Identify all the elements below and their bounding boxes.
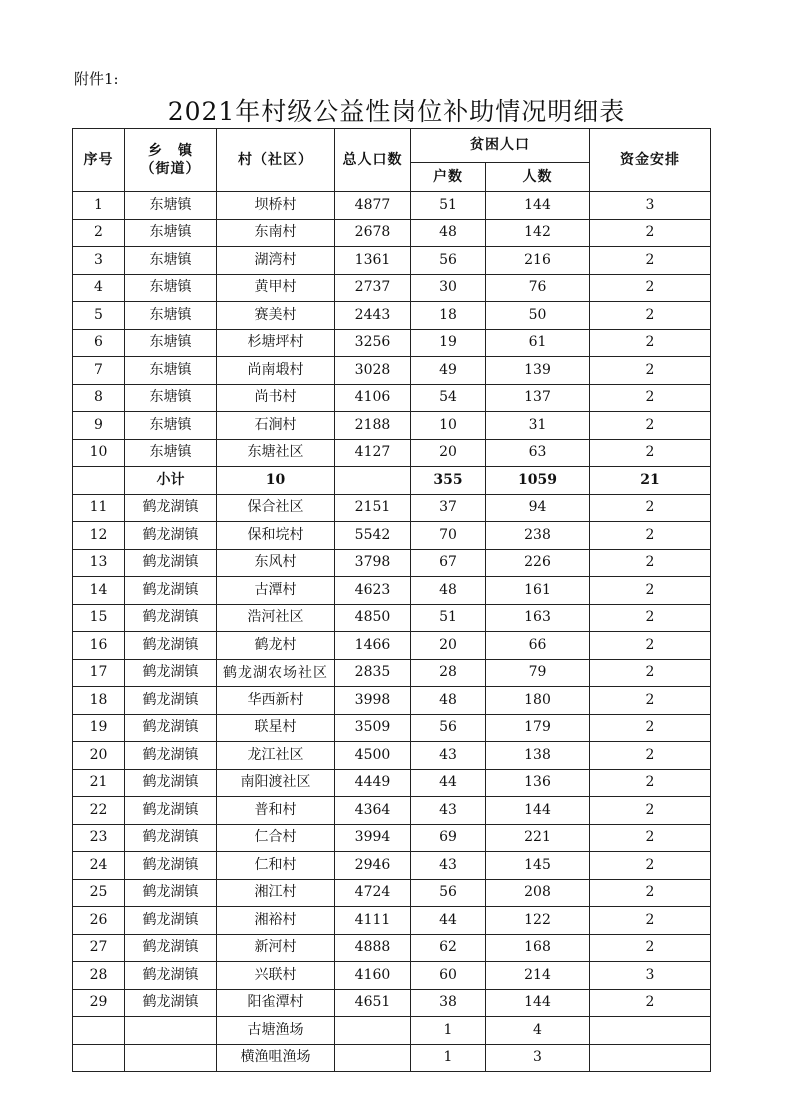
row-households: 70 xyxy=(411,522,486,550)
row-persons: 180 xyxy=(486,687,590,715)
row-total-pop: 4449 xyxy=(335,769,411,797)
table-row xyxy=(73,522,711,550)
row-households: 20 xyxy=(411,632,486,660)
table-row xyxy=(73,879,711,907)
row-households: 19 xyxy=(411,329,486,357)
row-persons: 3 xyxy=(486,1044,590,1072)
table-row xyxy=(73,852,711,880)
table-row xyxy=(73,302,711,330)
row-households: 62 xyxy=(411,934,486,962)
row-index: 19 xyxy=(73,714,125,742)
table-row xyxy=(73,1044,711,1072)
row-persons: 226 xyxy=(486,549,590,577)
row-funding: 2 xyxy=(590,439,711,467)
row-persons: 4 xyxy=(486,1017,590,1045)
row-persons: 145 xyxy=(486,852,590,880)
row-persons: 161 xyxy=(486,577,590,605)
row-households: 28 xyxy=(411,659,486,687)
row-funding: 2 xyxy=(590,659,711,687)
row-village: 阳雀潭村 xyxy=(217,989,335,1017)
row-total-pop: 2946 xyxy=(335,852,411,880)
row-funding: 2 xyxy=(590,247,711,275)
row-index: 4 xyxy=(73,274,125,302)
row-township: 鹤龙湖镇 xyxy=(125,632,217,660)
table-row xyxy=(73,824,711,852)
table-row xyxy=(73,604,711,632)
table-row xyxy=(73,329,711,357)
table-row xyxy=(73,219,711,247)
row-households: 1 xyxy=(411,1044,486,1072)
row-village: 浩河社区 xyxy=(217,604,335,632)
row-funding: 2 xyxy=(590,522,711,550)
row-village: 湖湾村 xyxy=(217,247,335,275)
table-row xyxy=(73,412,711,440)
row-funding: 2 xyxy=(590,274,711,302)
table-row xyxy=(73,1017,711,1045)
table-row xyxy=(73,742,711,770)
table-row xyxy=(73,769,711,797)
row-persons: 50 xyxy=(486,302,590,330)
attachment-label: 附件1: xyxy=(74,70,119,88)
row-township: 鹤龙湖镇 xyxy=(125,714,217,742)
row-township: 东塘镇 xyxy=(125,302,217,330)
row-index: 28 xyxy=(73,962,125,990)
header-township xyxy=(125,129,217,192)
row-village-text: 鹤龙湖农场社区 xyxy=(223,664,328,681)
row-persons: 76 xyxy=(486,274,590,302)
row-township: 鹤龙湖镇 xyxy=(125,824,217,852)
row-persons: 79 xyxy=(486,659,590,687)
row-funding: 3 xyxy=(590,192,711,220)
row-index: 18 xyxy=(73,687,125,715)
row-households: 20 xyxy=(411,439,486,467)
row-village: 古塘渔场 xyxy=(217,1017,335,1045)
row-persons: 66 xyxy=(486,632,590,660)
row-total-pop: 4106 xyxy=(335,384,411,412)
subsidy-table xyxy=(72,128,711,1072)
subtotal-row xyxy=(73,467,711,495)
row-total-pop xyxy=(335,1017,411,1045)
row-index: 17 xyxy=(73,659,125,687)
row-index: 27 xyxy=(73,934,125,962)
header-funding: 资金安排 xyxy=(590,129,711,192)
row-persons: 137 xyxy=(486,384,590,412)
row-funding: 2 xyxy=(590,907,711,935)
row-township: 鹤龙湖镇 xyxy=(125,797,217,825)
row-households: 10 xyxy=(411,412,486,440)
row-township: 东塘镇 xyxy=(125,274,217,302)
table-row xyxy=(73,934,711,962)
row-village: 联星村 xyxy=(217,714,335,742)
row-households: 56 xyxy=(411,879,486,907)
row-total-pop: 2678 xyxy=(335,219,411,247)
table-row xyxy=(73,494,711,522)
row-total-pop: 4111 xyxy=(335,907,411,935)
row-township: 东塘镇 xyxy=(125,219,217,247)
table-row xyxy=(73,357,711,385)
row-village: 龙江社区 xyxy=(217,742,335,770)
row-households: 56 xyxy=(411,247,486,275)
row-township: 鹤龙湖镇 xyxy=(125,989,217,1017)
row-township: 鹤龙湖镇 xyxy=(125,604,217,632)
row-village: 尚书村 xyxy=(217,384,335,412)
row-index: 14 xyxy=(73,577,125,605)
header-index: 序号 xyxy=(73,129,125,192)
row-households: 54 xyxy=(411,384,486,412)
row-index: 26 xyxy=(73,907,125,935)
row-total-pop: 2737 xyxy=(335,274,411,302)
table-row xyxy=(73,797,711,825)
row-index: 13 xyxy=(73,549,125,577)
row-funding: 2 xyxy=(590,852,711,880)
row-village: 保合社区 xyxy=(217,494,335,522)
row-households: 38 xyxy=(411,989,486,1017)
row-index: 9 xyxy=(73,412,125,440)
row-persons: 144 xyxy=(486,797,590,825)
row-index: 2 xyxy=(73,219,125,247)
row-funding: 2 xyxy=(590,797,711,825)
row-persons: 238 xyxy=(486,522,590,550)
row-village: 华西新村 xyxy=(217,687,335,715)
row-funding: 2 xyxy=(590,604,711,632)
row-total-pop xyxy=(335,1044,411,1072)
row-village: 横渔咀渔场 xyxy=(217,1044,335,1072)
table-row xyxy=(73,274,711,302)
table-row xyxy=(73,659,711,687)
row-funding: 2 xyxy=(590,549,711,577)
row-funding: 2 xyxy=(590,742,711,770)
subtotal-funding: 21 xyxy=(590,467,711,495)
row-funding: 2 xyxy=(590,494,711,522)
row-persons: 136 xyxy=(486,769,590,797)
row-persons: 216 xyxy=(486,247,590,275)
row-funding: 3 xyxy=(590,962,711,990)
row-total-pop: 4160 xyxy=(335,962,411,990)
row-village: 黄甲村 xyxy=(217,274,335,302)
row-funding: 2 xyxy=(590,714,711,742)
header-township-main: 乡 镇 xyxy=(148,143,193,159)
table-row xyxy=(73,439,711,467)
row-index: 7 xyxy=(73,357,125,385)
row-households: 43 xyxy=(411,797,486,825)
row-total-pop: 4623 xyxy=(335,577,411,605)
row-township: 鹤龙湖镇 xyxy=(125,852,217,880)
table-row xyxy=(73,549,711,577)
row-village: 尚南塅村 xyxy=(217,357,335,385)
row-total-pop: 3994 xyxy=(335,824,411,852)
row-township: 鹤龙湖镇 xyxy=(125,659,217,687)
row-village: 杉塘坪村 xyxy=(217,329,335,357)
row-persons: 221 xyxy=(486,824,590,852)
row-funding: 2 xyxy=(590,219,711,247)
row-funding: 2 xyxy=(590,769,711,797)
row-index: 11 xyxy=(73,494,125,522)
subtotal-households: 355 xyxy=(411,467,486,495)
row-households: 67 xyxy=(411,549,486,577)
header-households: 户数 xyxy=(411,163,486,192)
row-township: 鹤龙湖镇 xyxy=(125,687,217,715)
row-households: 48 xyxy=(411,687,486,715)
row-funding: 2 xyxy=(590,989,711,1017)
row-index xyxy=(73,1017,125,1045)
row-households: 48 xyxy=(411,577,486,605)
row-persons: 208 xyxy=(486,879,590,907)
row-funding: 2 xyxy=(590,384,711,412)
row-persons: 122 xyxy=(486,907,590,935)
row-households: 1 xyxy=(411,1017,486,1045)
row-index: 5 xyxy=(73,302,125,330)
row-funding: 2 xyxy=(590,632,711,660)
row-total-pop: 4850 xyxy=(335,604,411,632)
row-households: 51 xyxy=(411,192,486,220)
row-households: 49 xyxy=(411,357,486,385)
row-households: 18 xyxy=(411,302,486,330)
row-total-pop: 4500 xyxy=(335,742,411,770)
row-persons: 94 xyxy=(486,494,590,522)
row-households: 56 xyxy=(411,714,486,742)
row-township: 鹤龙湖镇 xyxy=(125,907,217,935)
row-funding: 2 xyxy=(590,934,711,962)
row-village: 赛美村 xyxy=(217,302,335,330)
row-township: 鹤龙湖镇 xyxy=(125,934,217,962)
row-funding: 2 xyxy=(590,302,711,330)
table-row xyxy=(73,192,711,220)
row-households: 51 xyxy=(411,604,486,632)
row-total-pop: 4127 xyxy=(335,439,411,467)
row-township: 东塘镇 xyxy=(125,412,217,440)
row-households: 44 xyxy=(411,769,486,797)
row-households: 44 xyxy=(411,907,486,935)
row-funding: 2 xyxy=(590,357,711,385)
row-village xyxy=(217,659,335,687)
row-households: 37 xyxy=(411,494,486,522)
header-persons: 人数 xyxy=(486,163,590,192)
row-total-pop: 3028 xyxy=(335,357,411,385)
row-village: 古潭村 xyxy=(217,577,335,605)
row-village: 仁合村 xyxy=(217,824,335,852)
table-row xyxy=(73,907,711,935)
row-index: 1 xyxy=(73,192,125,220)
row-village: 兴联村 xyxy=(217,962,335,990)
row-village: 石涧村 xyxy=(217,412,335,440)
subtotal-label: 小计 xyxy=(125,467,217,495)
row-village: 普和村 xyxy=(217,797,335,825)
row-township: 鹤龙湖镇 xyxy=(125,549,217,577)
row-township: 东塘镇 xyxy=(125,384,217,412)
row-households: 30 xyxy=(411,274,486,302)
row-index: 8 xyxy=(73,384,125,412)
row-persons: 168 xyxy=(486,934,590,962)
row-township: 鹤龙湖镇 xyxy=(125,879,217,907)
row-village: 湘裕村 xyxy=(217,907,335,935)
row-index xyxy=(73,1044,125,1072)
row-persons: 163 xyxy=(486,604,590,632)
row-total-pop: 1361 xyxy=(335,247,411,275)
row-persons: 138 xyxy=(486,742,590,770)
row-index: 20 xyxy=(73,742,125,770)
row-index: 29 xyxy=(73,989,125,1017)
row-total-pop: 3509 xyxy=(335,714,411,742)
row-village: 鹤龙村 xyxy=(217,632,335,660)
row-funding xyxy=(590,1044,711,1072)
row-index: 10 xyxy=(73,439,125,467)
row-persons: 139 xyxy=(486,357,590,385)
table-row xyxy=(73,989,711,1017)
row-total-pop: 3798 xyxy=(335,549,411,577)
subtotal-persons: 1059 xyxy=(486,467,590,495)
row-funding: 2 xyxy=(590,412,711,440)
row-persons: 214 xyxy=(486,962,590,990)
row-total-pop: 4651 xyxy=(335,989,411,1017)
row-persons: 142 xyxy=(486,219,590,247)
table-row xyxy=(73,962,711,990)
row-index: 25 xyxy=(73,879,125,907)
row-index: 6 xyxy=(73,329,125,357)
row-village: 仁和村 xyxy=(217,852,335,880)
row-total-pop: 3998 xyxy=(335,687,411,715)
row-funding: 2 xyxy=(590,824,711,852)
row-total-pop: 2443 xyxy=(335,302,411,330)
row-total-pop: 4877 xyxy=(335,192,411,220)
row-index: 3 xyxy=(73,247,125,275)
row-village: 南阳渡社区 xyxy=(217,769,335,797)
row-total-pop: 4724 xyxy=(335,879,411,907)
table-row xyxy=(73,632,711,660)
row-township: 东塘镇 xyxy=(125,192,217,220)
row-township: 鹤龙湖镇 xyxy=(125,522,217,550)
row-township: 鹤龙湖镇 xyxy=(125,769,217,797)
row-township: 东塘镇 xyxy=(125,439,217,467)
row-village: 东塘社区 xyxy=(217,439,335,467)
row-persons: 144 xyxy=(486,989,590,1017)
row-village: 保和垸村 xyxy=(217,522,335,550)
row-village: 坝桥村 xyxy=(217,192,335,220)
row-persons: 144 xyxy=(486,192,590,220)
header-poor-pop: 贫困人口 xyxy=(411,129,590,163)
header-total-pop: 总人口数 xyxy=(335,129,411,192)
row-total-pop: 2835 xyxy=(335,659,411,687)
row-index: 16 xyxy=(73,632,125,660)
row-households: 69 xyxy=(411,824,486,852)
row-persons: 61 xyxy=(486,329,590,357)
row-persons: 31 xyxy=(486,412,590,440)
row-index: 24 xyxy=(73,852,125,880)
row-township: 东塘镇 xyxy=(125,329,217,357)
row-village: 新河村 xyxy=(217,934,335,962)
table-row xyxy=(73,247,711,275)
row-index: 23 xyxy=(73,824,125,852)
row-households: 43 xyxy=(411,852,486,880)
row-township xyxy=(125,1044,217,1072)
row-index: 12 xyxy=(73,522,125,550)
row-village: 东南村 xyxy=(217,219,335,247)
row-township xyxy=(125,1017,217,1045)
header-township-sub: （街道） xyxy=(140,161,201,177)
page-title: 2021年村级公益性岗位补助情况明细表 xyxy=(167,97,626,126)
subtotal-total-pop xyxy=(335,467,411,495)
row-households: 60 xyxy=(411,962,486,990)
row-funding: 2 xyxy=(590,577,711,605)
row-index: 15 xyxy=(73,604,125,632)
row-total-pop: 2188 xyxy=(335,412,411,440)
row-total-pop: 5542 xyxy=(335,522,411,550)
row-township: 鹤龙湖镇 xyxy=(125,962,217,990)
table-row xyxy=(73,577,711,605)
row-funding: 2 xyxy=(590,329,711,357)
row-index: 22 xyxy=(73,797,125,825)
table-row xyxy=(73,714,711,742)
row-households: 43 xyxy=(411,742,486,770)
row-funding xyxy=(590,1017,711,1045)
row-township: 东塘镇 xyxy=(125,247,217,275)
subtotal-villages: 10 xyxy=(217,467,335,495)
row-township: 鹤龙湖镇 xyxy=(125,494,217,522)
row-township: 东塘镇 xyxy=(125,357,217,385)
row-funding: 2 xyxy=(590,687,711,715)
header-village: 村（社区） xyxy=(217,129,335,192)
table-row xyxy=(73,687,711,715)
row-total-pop: 2151 xyxy=(335,494,411,522)
row-total-pop: 1466 xyxy=(335,632,411,660)
row-village: 东风村 xyxy=(217,549,335,577)
row-index: 21 xyxy=(73,769,125,797)
table-row xyxy=(73,384,711,412)
row-funding: 2 xyxy=(590,879,711,907)
row-total-pop: 4364 xyxy=(335,797,411,825)
row-township: 鹤龙湖镇 xyxy=(125,577,217,605)
row-township: 鹤龙湖镇 xyxy=(125,742,217,770)
row-persons: 179 xyxy=(486,714,590,742)
row-households: 48 xyxy=(411,219,486,247)
row-persons: 63 xyxy=(486,439,590,467)
row-total-pop: 3256 xyxy=(335,329,411,357)
row-total-pop: 4888 xyxy=(335,934,411,962)
row-village: 湘江村 xyxy=(217,879,335,907)
subtotal-index xyxy=(73,467,125,495)
